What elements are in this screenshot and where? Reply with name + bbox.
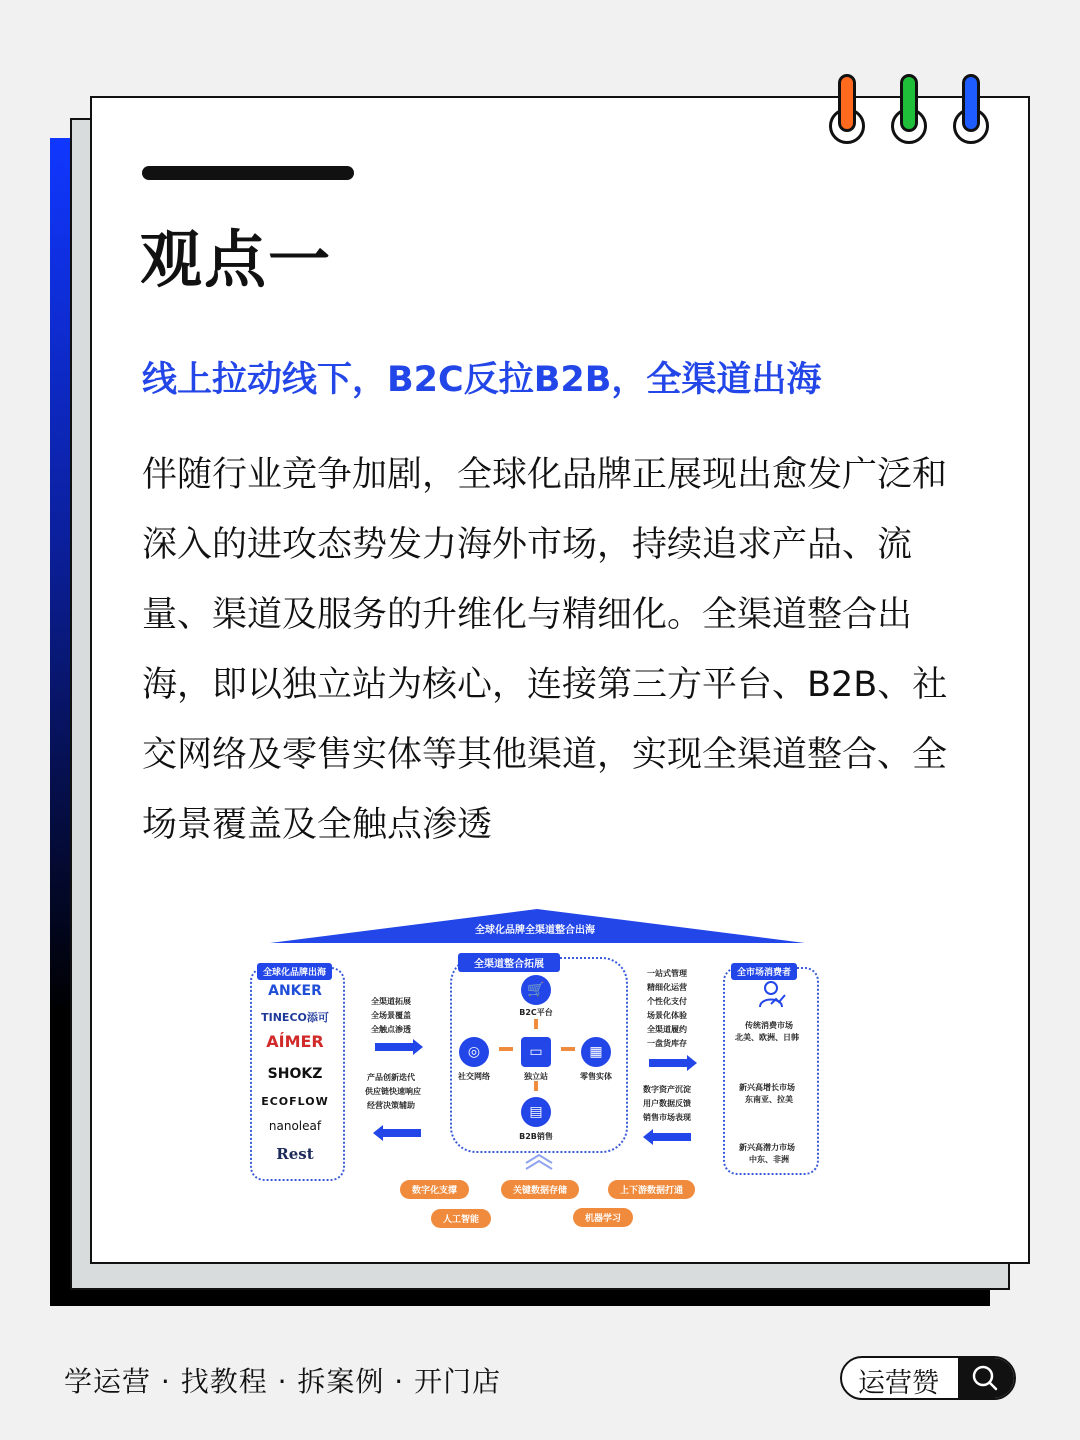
arrow-caption: 一站式管理 [647,969,687,978]
search-bar[interactable] [840,1356,1016,1400]
store-icon: ▦ [581,1037,611,1067]
omnichannel-diagram [245,905,825,1235]
arrow-left-icon [651,1133,691,1141]
globe-icon: ◎ [459,1037,489,1067]
search-label: 运营赞 [858,1368,939,1399]
brand-logo: nanoleaf [268,1119,322,1133]
market-regions: 北美、欧洲、日韩 [735,1033,799,1042]
arrow-up-icon [534,1019,538,1029]
arrow-caption: 精细化运营 [647,983,687,992]
brand-logo: TINECO添可 [261,1011,329,1024]
arrow-right-icon [561,1047,575,1051]
market-regions: 中东、非洲 [749,1155,789,1164]
search-button[interactable] [958,1358,1014,1398]
foundation-pill: 上下游数据打通 [608,1180,695,1199]
arrow-left-icon [381,1129,421,1137]
node-label: 社交网络 [458,1072,490,1081]
body-paragraph: 伴随行业竞争加剧，全球化品牌正展现出愈发广泛和深入的进攻态势发力海外市场，持续追求产品、流量、渠道及服务的升维化与精细化。全渠道整合出海，即以独立站为核心，连接第三方平台、B2B、社交网络及零售实体等其他渠道，实现全渠道整合、全场景覆盖及全触点渗透 [142,455,948,845]
monitor-icon: ▭ [521,1037,551,1067]
footer-tagline: 学运营 · 找教程 · 拆案例 · 开门店 [64,1365,502,1398]
node-label: 零售实体 [580,1072,612,1081]
brand-logo: ECOFLOW [261,1095,329,1108]
search-icon [958,1358,1014,1398]
brand-column-tag: 全球化品牌出海 [257,963,332,980]
orange-peg-icon [838,74,856,132]
arrow-caption: 场景化体验 [647,1011,687,1020]
arrow-left-icon [499,1047,513,1051]
arrow-caption: 用户数据反馈 [643,1099,691,1108]
arrow-caption: 销售市场表现 [643,1113,691,1122]
node-label: B2B销售 [519,1132,553,1141]
user-growth-icon [757,979,787,1009]
foundation-pill: 人工智能 [431,1209,491,1228]
subtitle: 线上拉动线下，B2C反拉B2B，全渠道出海 [142,360,822,400]
arrow-down-icon [534,1081,538,1091]
chevron-up-icon [524,1153,554,1171]
title-accent-bar [142,166,354,180]
brand-logo: SHOKZ [267,1066,323,1082]
market-name: 传统消费市场 [745,1021,793,1030]
foundation-pill: 数字化支撑 [400,1180,469,1199]
node-label: 独立站 [524,1072,548,1081]
market-name: 新兴高增长市场 [739,1083,795,1092]
arrow-caption: 全触点渗透 [371,1025,411,1034]
channel-hub-tag: 全渠道整合拓展 [458,953,560,972]
brand-logo: Rest [276,1145,314,1163]
foundation-pill: 机器学习 [573,1208,633,1227]
node-label: B2C平台 [519,1008,553,1017]
arrow-caption: 全渠道履约 [647,1025,687,1034]
arrow-caption: 经营决策辅助 [367,1101,415,1110]
cash-register-icon: ▤ [521,1097,551,1127]
brand-logo: ANKER [268,983,322,999]
green-peg-icon [900,74,918,132]
foundation-pill: 关键数据存储 [501,1180,579,1199]
page-title: 观点一 [140,223,333,296]
consumer-column-tag: 全市场消费者 [731,963,797,980]
market-regions: 东南亚、拉美 [745,1095,793,1104]
arrow-right-icon [649,1059,689,1067]
arrow-right-icon [375,1043,415,1051]
market-name: 新兴高潜力市场 [739,1143,795,1152]
arrow-caption: 全渠道拓展 [371,997,411,1006]
cart-icon: 🛒 [521,975,551,1005]
arrow-caption: 产品创新迭代 [367,1073,415,1082]
brand-logo: AÍMER [266,1032,324,1051]
arrow-caption: 个性化支付 [647,997,687,1006]
arrow-caption: 供应链快速响应 [365,1087,421,1096]
blue-peg-icon [962,74,980,132]
arrow-caption: 全场景覆盖 [371,1011,411,1020]
arrow-caption: 数字资产沉淀 [643,1085,691,1094]
roof-label: 全球化品牌全渠道整合出海 [475,925,595,936]
arrow-caption: 一盘货库存 [647,1039,687,1048]
